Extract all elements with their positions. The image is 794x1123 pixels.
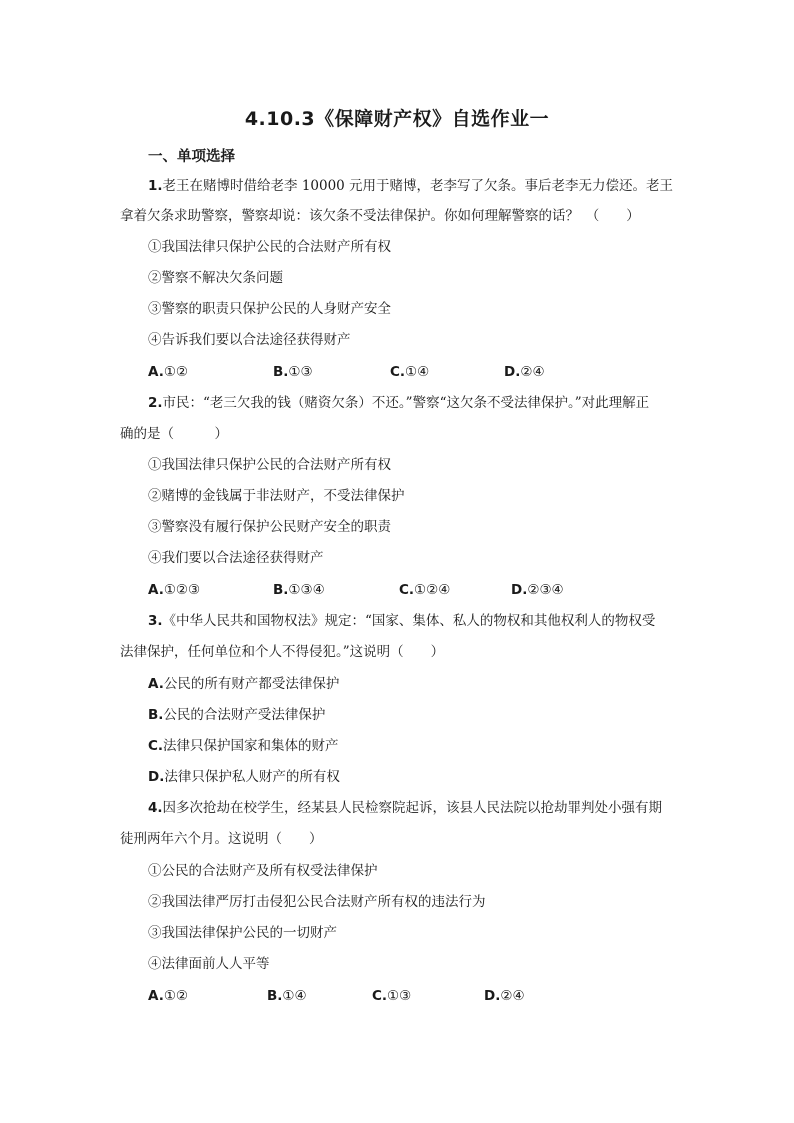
question-2-option-1: ①我国法律只保护公民的合法财产所有权 (148, 457, 391, 473)
question-2-number: 2. (148, 395, 163, 411)
question-4-choices (148, 986, 648, 1006)
document-title: 4.10.3《保障财产权》自选作业一 (244, 108, 550, 130)
question-3-stem-line-1: 3.《中华人民共和国物权法》规定：“国家、集体、私人的物权和其他权利人的物权受 (148, 613, 656, 629)
question-1-option-1: ①我国法律只保护公民的合法财产所有权 (148, 239, 391, 255)
question-4-option-1: ①公民的合法财产及所有权受法律保护 (148, 863, 378, 879)
question-4-stem-line-1: 4.因多次抢劫在校学生，经某县人民检察院起诉，该县人民法院以抢劫罪判处小强有期 (148, 800, 663, 816)
question-3-choice-c: C.法律只保护国家和集体的财产 (148, 738, 339, 754)
question-1-choice-c: C.①④ (390, 364, 430, 380)
question-4-option-4: ④法律面前人人平等 (148, 956, 270, 972)
question-4-option-2: ②我国法律严厉打击侵犯公民合法财产所有权的违法行为 (148, 894, 486, 910)
question-3-stem-line-2: 法律保护，任何单位和个人不得侵犯。”这说明（ ） (120, 644, 445, 660)
question-4-option-3: ③我国法律保护公民的一切财产 (148, 925, 337, 941)
question-2-choices (148, 580, 648, 600)
question-2-choice-a: A.①②③ (148, 582, 201, 598)
question-3-choice-d: D.法律只保护私人财产的所有权 (148, 769, 340, 785)
question-1-option-3: ③警察的职责只保护公民的人身财产安全 (148, 301, 391, 317)
question-4-choice-d: D.②④ (484, 988, 525, 1004)
question-3-choice-a: A.公民的所有财产都受法律保护 (148, 676, 340, 692)
question-2-stem-line-2: 确的是（ ） (120, 426, 228, 442)
question-1-choices (148, 362, 648, 382)
question-4-choice-c: C.①③ (372, 988, 412, 1004)
question-1-number: 1. (148, 178, 163, 194)
question-2-choice-d: D.②③④ (511, 582, 564, 598)
question-4-number: 4. (148, 800, 163, 816)
question-3-choice-b: B.公民的合法财产受法律保护 (148, 707, 326, 723)
question-4-choice-b: B.①④ (267, 988, 307, 1004)
question-1-stem-line-1: 1.老王在赌博时借给老李 10000 元用于赌博，老李写了欠条。事后老李无力偿还。老王 (148, 178, 674, 194)
section-heading: 一、单项选择 (148, 149, 235, 165)
question-4-choice-a: A.①② (148, 988, 189, 1004)
question-2-option-4: ④我们要以合法途径获得财产 (148, 550, 324, 566)
question-1-option-2: ②警察不解决欠条问题 (148, 270, 283, 286)
question-4-stem-line-2: 徒刑两年六个月。这说明（ ） (120, 831, 323, 847)
question-2-stem-line-1: 2.市民：“老三欠我的钱（赌资欠条）不还。”警察“这欠条不受法律保护。”对此理解正 (148, 395, 650, 411)
question-1-choice-d: D.②④ (504, 364, 545, 380)
question-1-choice-b: B.①③ (273, 364, 313, 380)
question-1-stem-line-2: 拿着欠条求助警察，警察却说：该欠条不受法律保护。你如何理解警察的话？ （ ） (120, 208, 640, 224)
question-2-choice-b: B.①③④ (273, 582, 325, 598)
question-2-choice-c: C.①②④ (399, 582, 451, 598)
question-2-option-3: ③警察没有履行保护公民财产安全的职责 (148, 519, 391, 535)
question-1-choice-a: A.①② (148, 364, 189, 380)
question-2-option-2: ②赌博的金钱属于非法财产，不受法律保护 (148, 488, 405, 504)
question-3-number: 3. (148, 613, 163, 629)
question-1-option-4: ④告诉我们要以合法途径获得财产 (148, 332, 351, 348)
